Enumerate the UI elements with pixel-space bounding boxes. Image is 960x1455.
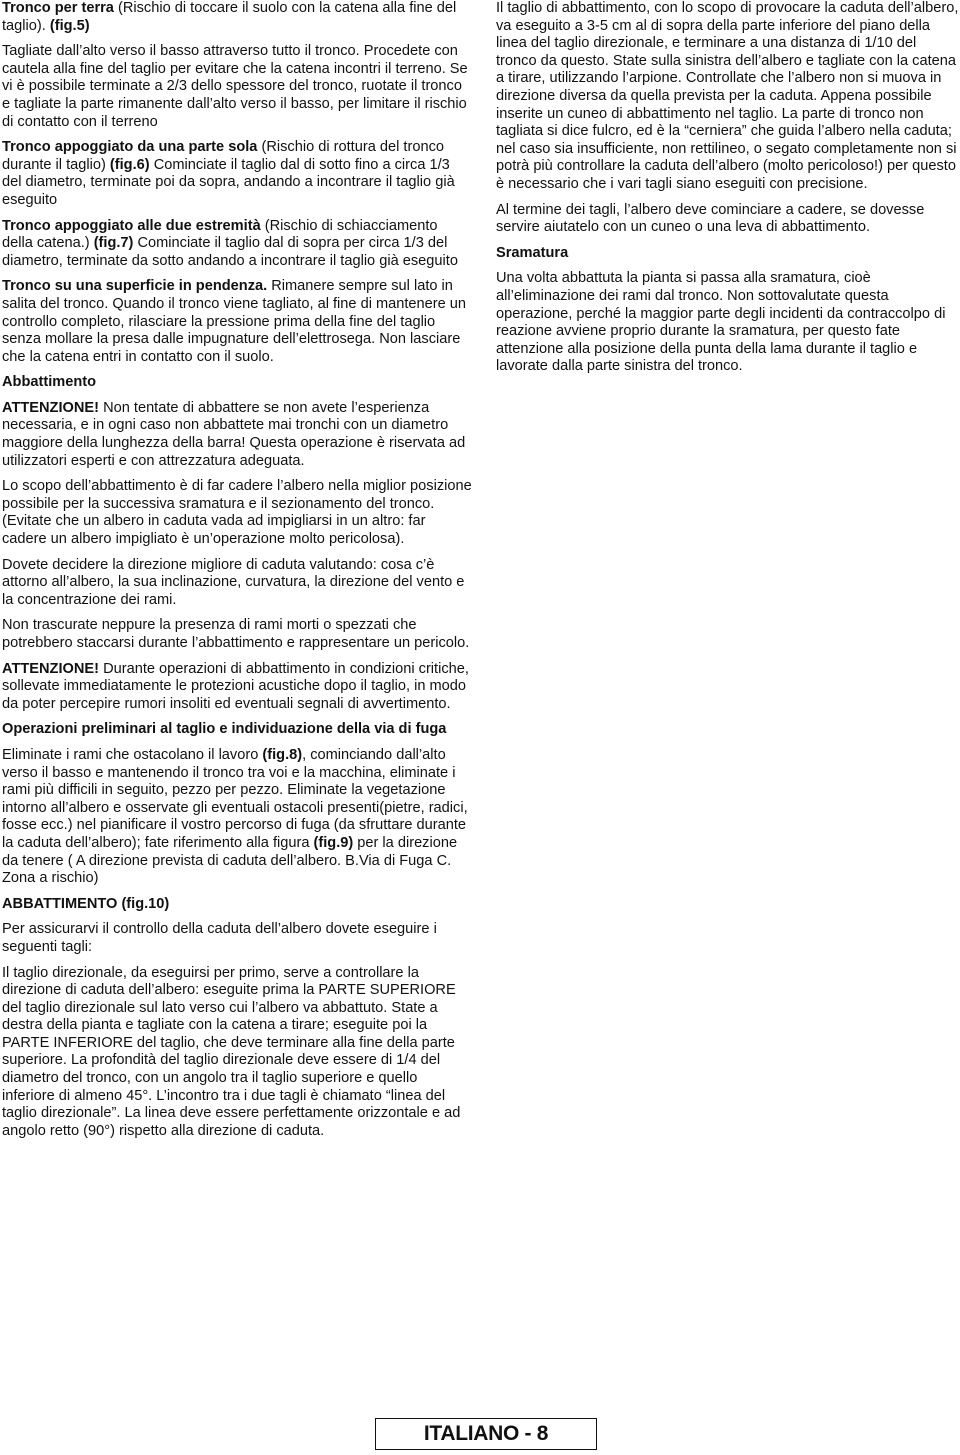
paragraph-text: Durante operazioni di abbattimento in condizioni critiche, sollevate immediatamente le protezioni acustiche dopo il taglio, in modo da poter percepire rumori insoliti ed eventuali segnali di avvertimento. bbox=[2, 660, 469, 712]
paragraph-appoggiato-due-estremita bbox=[2, 218, 472, 271]
paragraph-assicurarvi-controllo: Per assicurarvi il controllo della caduta dell’albero dovete eseguire i seguenti tagli: bbox=[2, 921, 437, 955]
paragraph-taglio-abbattimento: Il taglio di abbattimento, con lo scopo di provocare la caduta dell’albero, va eseguito a 3-5 cm al di sopra della parte inferiore del piano della linea del taglio direzionale, e terminare a una distanza di 1/10 del tronco da questo. State sulla sinistra dell’albero e tagliate con la catena a tirare, utilizzando l’arpione. Controllate che l’albero non si muova in direzione diversa da quella prevista per la caduta. Appena possibile inserite un cuneo di abbattimento nel taglio. La parte di tronco non tagliata si dice fulcro, ed è la “cerniera” che guida l’albero nella caduta; nel caso sia insufficiente, non rettilineo, o segato completamente non si potrà più controllare la caduta dell’albero (molto pericoloso!) per questo è necessario che i vari tagli siano eseguiti con precisione. bbox=[496, 0, 959, 192]
figure-reference: (fig.7) bbox=[93, 235, 134, 252]
paragraph-text: Cominciate il taglio dal di sotto fino a circa 1/3 del diametro, terminate poi da sopra, andando a incontrare il taglio già eseguito bbox=[2, 156, 455, 208]
figure-reference: (fig.6) bbox=[109, 156, 150, 173]
paragraph-eliminate-rami bbox=[2, 747, 472, 888]
paragraph-attenzione-1 bbox=[2, 400, 472, 470]
paragraph-text: (Rischio di rottura del tronco durante il taglio) bbox=[2, 139, 444, 173]
subhead-tronco-per-terra: Tronco per terra bbox=[2, 0, 114, 16]
paragraph-pendenza bbox=[2, 278, 472, 366]
subhead-pendenza: Tronco su una superficie in pendenza. bbox=[2, 278, 268, 295]
paragraph-direzione-caduta: Dovete decidere la direzione migliore di caduta valutando: cosa c’è attorno all’albero, la sua inclinazione, curvatura, la direzione del vento e la concentrazione dei rami. bbox=[2, 556, 465, 608]
heading-sramatura: Sramatura bbox=[496, 244, 569, 261]
paragraph-text: Cominciate il taglio dal di sopra per circa 1/3 del diametro, terminate da sotto andando a incontrare il taglio già eseguito bbox=[2, 235, 458, 269]
subhead-appoggiato-due-estremita: Tronco appoggiato alle due estremità bbox=[2, 217, 261, 234]
paragraph-text: Non tentate di abbattere se non avete l’esperienza necessaria, e in ogni caso non abbattete mai tronchi con un diametro maggiore della lunghezza della barra! Questa operazione è riservata ad utilizzatori esperti e con attrezzatura adeguata. bbox=[2, 399, 466, 469]
subhead-appoggiato-una-parte: Tronco appoggiato da una parte sola bbox=[2, 139, 258, 156]
right-column bbox=[496, 0, 960, 384]
paragraph-appoggiato-una-parte bbox=[2, 139, 472, 209]
page-number-label: ITALIANO - 8 bbox=[375, 1418, 597, 1450]
heading-abbattimento-fig10: ABBATTIMENTO (fig.10) bbox=[2, 895, 170, 912]
paragraph-text: , cominciando dall’alto verso il basso e mantenendo il tronco tra voi e la macchina, eliminate i rami più difficili in seguito, pezzo per pezzo. Eliminate la vegetazione intorno all’albero e osservate gli eventuali ostacoli presenti(pietre, radici, fosse ecc.) nel pianificare il vostro percorso di fuga (da sfruttare durante la caduta dell’albero); fate riferimento alla figura bbox=[2, 746, 468, 851]
figure-reference: (fig.5) bbox=[49, 17, 90, 34]
left-column bbox=[2, 0, 472, 1148]
paragraph-termine-tagli: Al termine dei tagli, l’albero deve cominciare a cadere, se dovesse servire aiutatelo con un cuneo o una leva di abbattimento. bbox=[496, 201, 925, 236]
figure-reference: (fig.9) bbox=[313, 834, 354, 851]
paragraph-tronco-per-terra bbox=[2, 0, 472, 35]
heading-abbattimento: Abbattimento bbox=[2, 374, 97, 391]
figure-reference: (fig.8) bbox=[262, 746, 303, 763]
paragraph-sramatura: Una volta abbattuta la pianta si passa alla sramatura, cioè all’eliminazione dei rami dal tronco. Non sottovalutate questa operazione, perché la maggior parte degli incidenti da contraccolpo di reazione avviene proprio durante la sramatura, per questo fate attenzione alla posizione della punta della lama durante il taglio e lavorate dalla parte sinistra del tronco. bbox=[496, 270, 946, 375]
paragraph-taglio-direzionale: Il taglio direzionale, da eseguirsi per primo, serve a controllare la direzione di caduta dell’albero: eseguite prima la PARTE SUPERIORE del taglio direzionale sul lato verso cui l’albero va abbattuto. State a destra della pianta e tagliate con la catena a tirare; eseguite poi la PARTE INFERIORE del taglio, che deve terminare alla fine della parte superiore. La profondità del taglio direzionale deve essere di 1/4 del diametro del tronco, con un angolo tra il taglio superiore e quello inferiore di almeno 45°. L’incontro tra i due tagli è chiamato “linea del taglio direzionale”. La linea deve essere perfettamente orizzontale e ad angolo retto (90°) rispetto alla direzione di caduta. bbox=[2, 964, 461, 1139]
paragraph-text: Rimanere sempre sul lato in salita del tronco. Quando il tronco viene tagliato, al fine di mantenere un controllo completo, rilasciare la pressione prima della fine del taglio senza mollare la presa dalle impugnature dell’elettrosega. Non lasciare che la catena entri in contatto con il suolo. bbox=[2, 278, 467, 365]
paragraph-text: per la direzione da tenere ( A direzione prevista di caduta dell’albero. B.Via di Fuga C. Zona a rischio) bbox=[2, 834, 458, 887]
paragraph-text: (Rischio di schiacciamento della catena.) bbox=[2, 217, 438, 252]
paragraph-taglio-terra: Tagliate dall’alto verso il basso attraverso tutto il tronco. Procedete con cautela alla fine del taglio per evitare che la catena incontri il terreno. Se vi è possibile terminate a 2/3 dello spessore del tronco, ruotate il tronco e tagliate la parte rimanente dall’alto verso il basso, per limitare il rischio di contatto con il terreno bbox=[2, 43, 468, 130]
paragraph-scopo-abbattimento: Lo scopo dell’abbattimento è di far cadere l’albero nella miglior posizione possibile per la successiva sramatura e il sezionamento del tronco. (Evitate che un albero in caduta vada ad impigliarsi in un altro: far cadere un albero impigliato è un’operazione molto pericolosa). bbox=[2, 478, 472, 548]
paragraph-attenzione-2 bbox=[2, 661, 472, 714]
paragraph-text: Eliminate i rami che ostacolano il lavoro bbox=[2, 746, 263, 763]
paragraph-rami-morti: Non trascurate neppure la presenza di rami morti o spezzati che potrebbero staccarsi durante l’abbattimento e rappresentare un pericolo. bbox=[2, 617, 470, 651]
heading-operazioni-preliminari: Operazioni preliminari al taglio e individuazione della via di fuga bbox=[2, 721, 447, 738]
paragraph-text: (Rischio di toccare il suolo con la catena alla fine del taglio). bbox=[2, 0, 457, 34]
warning-label: ATTENZIONE! bbox=[2, 660, 100, 677]
warning-label: ATTENZIONE! bbox=[2, 399, 100, 416]
